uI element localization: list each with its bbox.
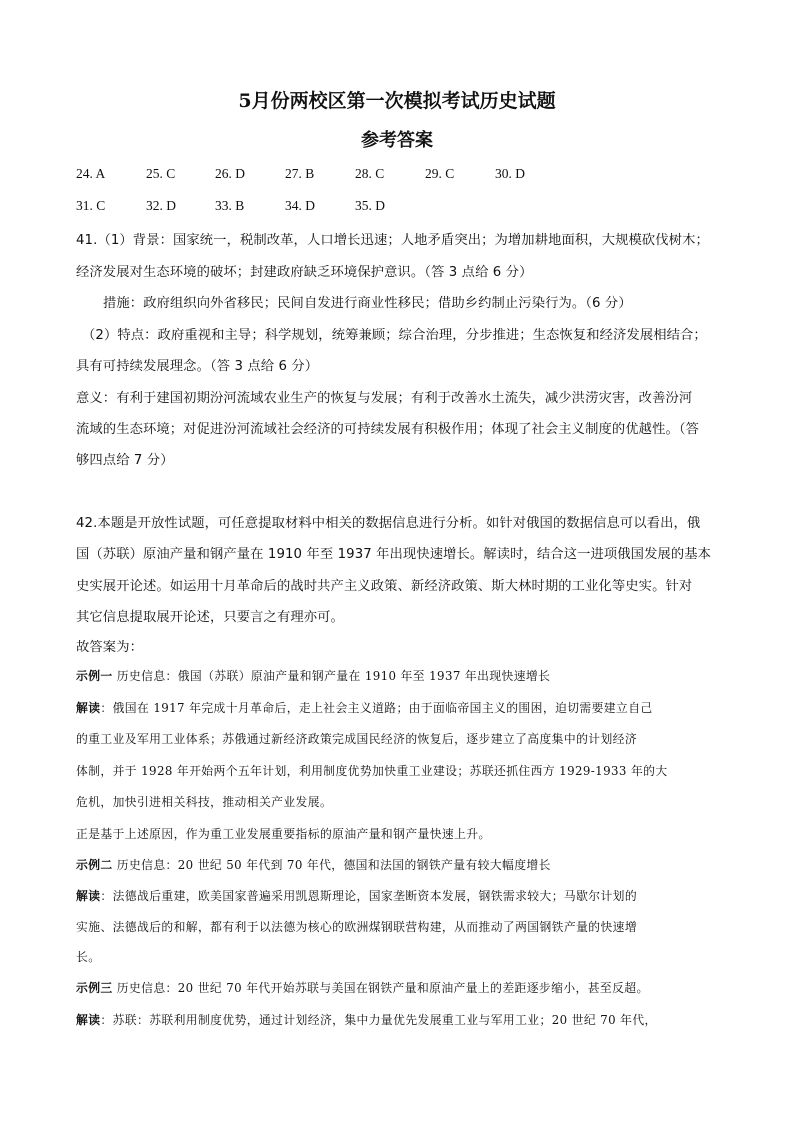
answer-item: 30. D	[495, 166, 525, 181]
q42-answer-intro: 故答案为：	[76, 640, 143, 655]
example-2-interpretation-line: 实施、法德战后的和解，都有利于以法德为核心的欧洲煤钢联营构建，从而推动了两国钢铁产量的快速增	[76, 920, 638, 934]
q42-line: 国（苏联）原油产量和钢产量在 1910 年至 1937 年出现快速增长。解读时，结合这一进项俄国发展的基本	[76, 547, 712, 562]
example-2-info: 示例二 历史信息：20 世纪 50 年代到 70 年代，德国和法国的钢铁产量有较大幅度增长	[76, 858, 551, 872]
example-1-interpretation-line: 的重工业及军用工业体系；苏俄通过新经济政策完成国民经济的恢复后，逐步建立了高度集中的计划经济	[76, 732, 638, 746]
answer-item: 28. C	[355, 166, 385, 181]
answer-item: 34. D	[285, 198, 315, 213]
example-1-info: 示例一 历史信息：俄国（苏联）原油产量和钢产量在 1910 年至 1937 年出现快速增长	[76, 669, 551, 683]
q41-line-background: 41.（1）背景：国家统一，税制改革，人口增长迅速；人地矛盾突出；为增加耕地面积，大规模砍伐树木；	[76, 233, 709, 248]
answer-item: 32. D	[146, 198, 176, 213]
example-1-interpretation-line: 体制，并于 1928 年开始两个五年计划，利用制度优势加快重工业建设；苏联还抓住西方 1929-1933 年的大	[76, 764, 668, 778]
page-title: 5月份两校区第一次模拟考试历史试题	[238, 90, 556, 112]
answer-item: 31. C	[76, 198, 106, 213]
answer-item: 25. C	[146, 166, 176, 181]
q41-line: 具有可持续发展理念。（答 3 点给 6 分）	[76, 359, 319, 374]
q42-line: 42.本题是开放性试题，可任意提取材料中相关的数据信息进行分析。如针对俄国的数据信息可以看出，俄	[76, 516, 701, 531]
interpretation-label: 解读	[76, 1013, 101, 1027]
q41-line: 流域的生态环境；对促进汾河流域社会经济的可持续发展有积极作用；体现了社会主义制度的优越性。（答	[76, 422, 700, 437]
interpretation-label: 解读	[76, 889, 101, 903]
q42-line: 其它信息提取展开论述，只要言之有理亦可。	[76, 610, 344, 625]
interpretation-label: 解读	[76, 701, 101, 715]
answer-item: 35. D	[355, 198, 385, 213]
example-3-info: 示例三 历史信息：20 世纪 70 年代开始苏联与美国在钢铁产量和原油产量上的差距逐步缩小，甚至反超。	[76, 981, 649, 995]
example-3-label: 示例三	[76, 981, 113, 995]
example-1-interpretation-line: 危机，加快引进相关科技，推动相关产业发展。	[76, 795, 333, 809]
example-2-interpretation: 解读：法德战后重建，欧美国家普遍采用凯恩斯理论，国家垄断资本发展，钢铁需求较大；马歇尔计划的	[76, 889, 638, 903]
q41-line-features: （2）特点：政府重视和主导；科学规划，统筹兼顾；综合治理，分步推进；生态恢复和经济发展相结合；	[82, 328, 707, 343]
example-2-label: 示例二	[76, 858, 113, 872]
answer-item: 27. B	[285, 166, 315, 181]
q41-line-measures: 措施：政府组织向外省移民；民间自发进行商业性移民；借助乡约制止污染行为。（6 分）	[103, 296, 632, 311]
example-3-interpretation: 解读：苏联：苏联利用制度优势，通过计划经济，集中力量优先发展重工业与军用工业；20 世纪 70 年代，	[76, 1013, 657, 1027]
answer-item: 33. B	[215, 198, 245, 213]
answer-item: 29. C	[425, 166, 455, 181]
q41-line: 经济发展对生态环境的破坏；封建政府缺乏环境保护意识。（答 3 点给 6 分）	[76, 265, 533, 280]
q41-line: 够四点给 7 分）	[76, 453, 174, 468]
example-1-summary: 正是基于上述原因，作为重工业发展重要指标的原油产量和钢产量快速上升。	[76, 827, 491, 841]
example-2-interpretation-line: 长。	[76, 950, 101, 964]
answer-item: 26. D	[215, 166, 245, 181]
q42-line: 史实展开论述。如运用十月革命后的战时共产主义政策、新经济政策、斯大林时期的工业化等史实。针对	[76, 579, 693, 594]
q41-line-significance: 意义：有利于建国初期汾河流域农业生产的恢复与发展；有利于改善水土流失，减少洪涝灾害，改善汾河	[76, 391, 693, 406]
answer-item: 24. A	[76, 166, 106, 181]
page-subtitle: 参考答案	[361, 130, 433, 151]
example-1-label: 示例一	[76, 669, 113, 683]
example-1-interpretation: 解读：俄国在 1917 年完成十月革命后，走上社会主义道路；由于面临帝国主义的围困，迫切需要建立自己	[76, 701, 653, 715]
